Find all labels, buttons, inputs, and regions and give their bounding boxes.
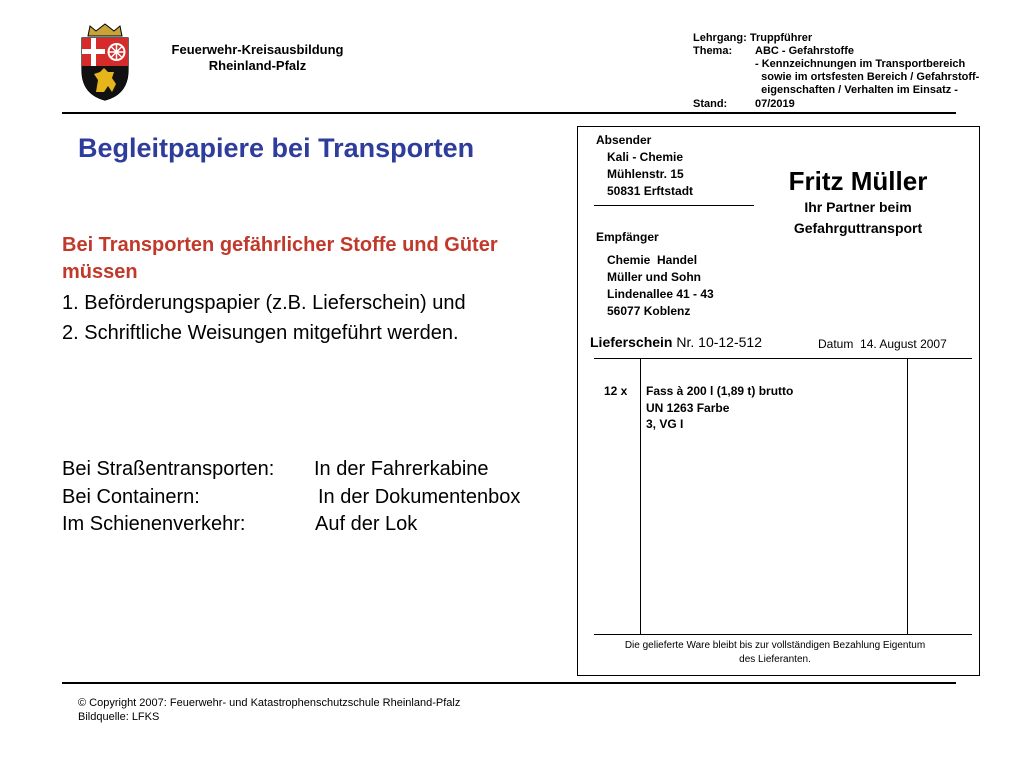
recipient-line-4: 56077 Koblenz: [607, 304, 691, 318]
sender-divider: [594, 205, 754, 206]
status-line: [693, 98, 795, 111]
table-col-line-2: [907, 358, 908, 634]
intro-text: Bei Transporten gefährlicher Stoffe und Güter müssen: [62, 234, 498, 283]
organization-region: Rheinland-Pfalz: [208, 58, 307, 73]
organization-name: Feuerwehr-Kreisausbildung: [171, 42, 344, 57]
location-value-container: In der Dokumentenbox: [318, 486, 521, 508]
table-bottom-line: [594, 634, 972, 635]
topic-line-4: eigenschaften / Verhalten im Einsatz -: [755, 84, 958, 96]
sender-line-1: Kali - Chemie: [607, 150, 684, 164]
course-label: Lehrgang: Truppführer: [693, 32, 813, 44]
delivery-note-label: Lieferschein: [590, 334, 673, 350]
location-label-road: Bei Straßentransporten:: [62, 458, 275, 480]
header-divider: [62, 112, 956, 114]
item-line-1: Fass à 200 l (1,89 t) brutto: [646, 384, 794, 398]
location-label-container: Bei Containern:: [62, 486, 200, 508]
location-label-rail: Im Schienenverkehr:: [62, 513, 246, 535]
status-key: Stand:: [693, 98, 728, 110]
topic-line-3: sowie im ortsfesten Bereich / Gefahrstoff-: [755, 71, 980, 83]
recipient-line-3: Lindenallee 41 - 43: [607, 287, 714, 301]
recipient-line-2: Müller und Sohn: [607, 270, 701, 284]
requirement-item-1: 1. Beförderungspapier (z.B. Lieferschein) und: [62, 292, 466, 314]
company-name: Fritz Müller: [788, 166, 928, 196]
coat-of-arms-logo: [74, 22, 136, 102]
topic-key: Thema:: [693, 45, 733, 57]
page-title: Begleitpapiere bei Transporten: [78, 133, 475, 163]
table-col-line-1: [640, 358, 641, 634]
table-top-line: [594, 358, 972, 359]
image-source-text: Bildquelle: LFKS: [78, 711, 160, 723]
date-label: Datum: [818, 337, 854, 351]
item-quantity: 12 x: [604, 384, 628, 398]
recipient-label: Empfänger: [596, 230, 659, 244]
recipient-line-1: Chemie Handel: [607, 253, 698, 267]
item-line-2: UN 1263 Farbe: [646, 401, 730, 415]
requirement-item-2: 2. Schriftliche Weisungen mitgeführt werden.: [62, 322, 459, 344]
company-tagline-1: Ihr Partner beim: [804, 199, 912, 215]
company-tagline-2: Gefahrguttransport: [793, 220, 923, 236]
delivery-note-number-line: [590, 334, 762, 350]
ownership-notice-line-1: Die gelieferte Ware bleibt bis zur vollständigen Bezahlung Eigentum: [624, 640, 926, 651]
date-value: 14. August 2007: [860, 337, 947, 351]
status-value: 07/2019: [755, 98, 795, 110]
sender-label: Absender: [596, 133, 652, 147]
location-value-rail: Auf der Lok: [315, 513, 418, 535]
ownership-notice-line-2: des Lieferanten.: [739, 654, 811, 665]
sender-line-2: Mühlenstr. 15: [607, 167, 684, 181]
sender-line-3: 50831 Erftstadt: [607, 184, 694, 198]
copyright-text: © Copyright 2007: Feuerwehr- und Katastrophenschutzschule Rheinland-Pfalz: [78, 697, 461, 709]
topic-line-1: Thema: ABC - Gefahrstoffe: [693, 45, 855, 57]
topic-line-2: - Kennzeichnungen im Transportbereich: [755, 58, 966, 70]
item-line-3: 3, VG I: [646, 417, 684, 431]
location-value-road: In der Fahrerkabine: [314, 458, 489, 480]
date-line: [818, 337, 947, 351]
footer-divider: [62, 682, 956, 684]
delivery-note-number: Nr. 10-12-512: [676, 334, 762, 350]
